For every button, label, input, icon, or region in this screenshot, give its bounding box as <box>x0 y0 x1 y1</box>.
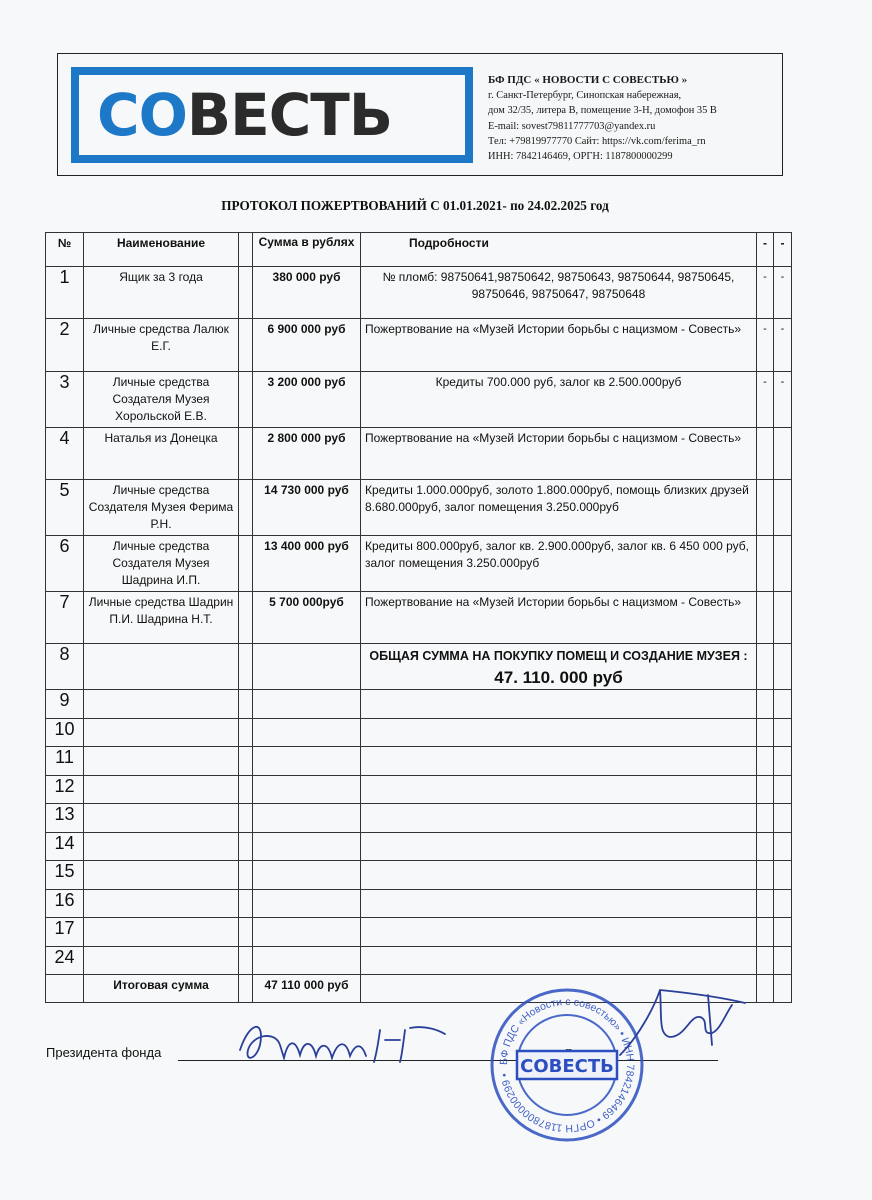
table-row <box>46 832 792 861</box>
row-details <box>361 832 757 861</box>
row-sum <box>253 889 361 918</box>
row-sum: 3 200 000 руб <box>253 372 361 428</box>
row-details: Кредиты 800.000руб, залог кв. 2.900.000руб, залог кв. 6 450 000 руб, залог помещения 3.250.000руб <box>361 536 757 592</box>
grand-total-cell <box>361 644 757 690</box>
row-sum: 6 900 000 руб <box>253 319 361 372</box>
grand-total-value: 47. 110. 000 руб <box>494 668 623 687</box>
row-number: 3 <box>46 372 84 428</box>
row-spacer <box>239 747 253 776</box>
table-row <box>46 428 792 480</box>
row-sum <box>253 832 361 861</box>
row-dash2 <box>774 644 792 690</box>
row-number: 13 <box>46 804 84 833</box>
row-dash2 <box>774 889 792 918</box>
row-details <box>361 747 757 776</box>
row-number: 5 <box>46 480 84 536</box>
row-dash1: - <box>757 319 774 372</box>
row-sum <box>253 718 361 747</box>
table-row <box>46 480 792 536</box>
row-spacer <box>239 889 253 918</box>
donations-table <box>45 232 792 1003</box>
table-row <box>46 946 792 975</box>
row-dash2: - <box>774 372 792 428</box>
row-spacer <box>239 975 253 1003</box>
row-details <box>361 718 757 747</box>
logo-wordmark: СОВЕСТЬ <box>97 81 393 149</box>
table-row <box>46 592 792 644</box>
row-dash1 <box>757 718 774 747</box>
row-name: Наталья из Донецка <box>84 428 239 480</box>
row-details <box>361 946 757 975</box>
table-row <box>46 718 792 747</box>
row-details: Пожертвование на «Музей Истории борьбы с нацизмом - Совесть» <box>361 319 757 372</box>
total-value: 47 110 000 руб <box>253 975 361 1003</box>
row-dash1 <box>757 775 774 804</box>
row-spacer <box>239 480 253 536</box>
sovest-logo <box>71 67 473 163</box>
row-details: Кредиты 1.000.000руб, золото 1.800.000руб, помощь близких друзей 8.680.000руб, залог помещения 3.250.000руб <box>361 480 757 536</box>
row-details <box>361 690 757 719</box>
org-inn-ogrn: ИНН: 7842146469, ОРГН: 1187800000299 <box>488 151 673 163</box>
row-dash2 <box>774 480 792 536</box>
org-phone-site: Тел: +79819977770 Сайт: https://vk.com/ferima_rn <box>488 135 706 147</box>
row-spacer <box>239 592 253 644</box>
row-details: № пломб: 98750641,98750642, 98750643, 98750644, 98750645, 98750646, 98750647, 98750648 <box>361 267 757 319</box>
header-details: Подробности <box>361 233 757 267</box>
table-row <box>46 775 792 804</box>
row-spacer <box>239 861 253 890</box>
row-name <box>84 889 239 918</box>
row-name <box>84 690 239 719</box>
row-spacer <box>239 946 253 975</box>
row-spacer <box>239 536 253 592</box>
row-dash2 <box>774 690 792 719</box>
row-name: Личные средства Шадрин П.И. Шадрина Н.Т. <box>84 592 239 644</box>
table-row <box>46 747 792 776</box>
row-dash2 <box>774 975 792 1003</box>
row-name: Личные средства Создателя Музея Шадрина И.П. <box>84 536 239 592</box>
row-details: Пожертвование на «Музей Истории борьбы с нацизмом - Совесть» <box>361 428 757 480</box>
row-spacer <box>239 428 253 480</box>
row-spacer <box>239 804 253 833</box>
row-details <box>361 804 757 833</box>
row-dash2 <box>774 861 792 890</box>
header-name: Наименование <box>84 233 239 267</box>
header-spacer <box>239 233 253 267</box>
row-sum: 13 400 000 руб <box>253 536 361 592</box>
row-name <box>84 946 239 975</box>
row-spacer <box>239 372 253 428</box>
row-name <box>84 918 239 947</box>
row-details <box>361 918 757 947</box>
row-details <box>361 889 757 918</box>
row-dash2 <box>774 946 792 975</box>
org-name: БФ ПДС « НОВОСТИ С СОВЕСТЬЮ » <box>488 74 688 86</box>
row-number: 15 <box>46 861 84 890</box>
row-sum <box>253 946 361 975</box>
row-number: 1 <box>46 267 84 319</box>
header-sum: Сумма в рублях <box>253 233 361 267</box>
row-sum <box>253 861 361 890</box>
second-signature <box>600 975 760 1075</box>
total-label: Итоговая сумма <box>84 975 239 1003</box>
row-name: Личные средства Создателя Музея Хорольской Е.В. <box>84 372 239 428</box>
row-spacer <box>239 690 253 719</box>
row-spacer <box>239 644 253 690</box>
table-row <box>46 861 792 890</box>
header-dash2: - <box>774 233 792 267</box>
organization-details <box>488 73 778 164</box>
row-dash2: - <box>774 267 792 319</box>
row-dash1 <box>757 428 774 480</box>
row-number: 24 <box>46 946 84 975</box>
row-number: 8 <box>46 644 84 690</box>
row-name <box>84 718 239 747</box>
row-dash1 <box>757 592 774 644</box>
row-sum <box>253 747 361 776</box>
row-name: Личные средства Создателя Музея Ферима Р.Н. <box>84 480 239 536</box>
row-dash1 <box>757 480 774 536</box>
row-dash1 <box>757 804 774 833</box>
row-dash2 <box>774 592 792 644</box>
row-sum: 380 000 руб <box>253 267 361 319</box>
row-number: 2 <box>46 319 84 372</box>
row-dash2 <box>774 775 792 804</box>
president-signature <box>220 1000 460 1080</box>
row-dash2 <box>774 536 792 592</box>
table-row <box>46 690 792 719</box>
row-number <box>46 975 84 1003</box>
row-sum: 5 700 000руб <box>253 592 361 644</box>
row-name <box>84 747 239 776</box>
table-row <box>46 889 792 918</box>
table-row <box>46 536 792 592</box>
row-dash1 <box>757 946 774 975</box>
table-header-row <box>46 233 792 267</box>
row-name <box>84 861 239 890</box>
row-details <box>361 861 757 890</box>
grand-total-row <box>46 644 792 690</box>
row-dash1 <box>757 747 774 776</box>
org-email: E-mail: sovest79811777703@yandex.ru <box>488 120 656 132</box>
row-number: 7 <box>46 592 84 644</box>
row-details: Пожертвование на «Музей Истории борьбы с нацизмом - Совесть» <box>361 592 757 644</box>
row-spacer <box>239 319 253 372</box>
row-dash2 <box>774 918 792 947</box>
row-number: 4 <box>46 428 84 480</box>
row-dash2: - <box>774 319 792 372</box>
row-dash2 <box>774 832 792 861</box>
row-number: 6 <box>46 536 84 592</box>
row-sum <box>253 804 361 833</box>
header-num: № <box>46 233 84 267</box>
row-dash1 <box>757 690 774 719</box>
president-label: Президента фонда <box>46 1045 162 1060</box>
row-dash2 <box>774 747 792 776</box>
row-sum: 2 800 000 руб <box>253 428 361 480</box>
row-name <box>84 644 239 690</box>
row-sum: 14 730 000 руб <box>253 480 361 536</box>
row-name <box>84 775 239 804</box>
row-name: Ящик за 3 года <box>84 267 239 319</box>
stamp-ring-text: БФ ПДС «Новости с совестью» • ИНН 7842146469 • ОРГН 1187800000299 • <box>497 995 637 1135</box>
row-spacer <box>239 775 253 804</box>
row-dash2 <box>774 718 792 747</box>
row-dash1 <box>757 644 774 690</box>
row-number: 9 <box>46 690 84 719</box>
stamp-center-text: СОВЕСТЬ <box>520 1056 614 1077</box>
row-sum <box>253 775 361 804</box>
row-dash2 <box>774 804 792 833</box>
org-address-line2: дом 32/35, литера В, помещение 3-Н, домофон 35 В <box>488 105 717 117</box>
table-row <box>46 918 792 947</box>
row-details: Кредиты 700.000 руб, залог кв 2.500.000руб <box>361 372 757 428</box>
row-number: 17 <box>46 918 84 947</box>
row-name <box>84 832 239 861</box>
table-row <box>46 804 792 833</box>
row-name: Личные средства Лалюк Е.Г. <box>84 319 239 372</box>
row-number: 14 <box>46 832 84 861</box>
row-spacer <box>239 832 253 861</box>
row-name <box>84 804 239 833</box>
row-number: 11 <box>46 747 84 776</box>
row-sum <box>253 918 361 947</box>
org-address-line1: г. Санкт-Петербург, Синопская набережная, <box>488 90 682 102</box>
row-number: 10 <box>46 718 84 747</box>
row-dash1 <box>757 918 774 947</box>
row-spacer <box>239 718 253 747</box>
row-number: 16 <box>46 889 84 918</box>
row-number: 12 <box>46 775 84 804</box>
row-dash1 <box>757 861 774 890</box>
header-dash1: - <box>757 233 774 267</box>
table-row <box>46 372 792 428</box>
row-dash1 <box>757 889 774 918</box>
row-details <box>361 775 757 804</box>
row-spacer <box>239 267 253 319</box>
row-sum <box>253 690 361 719</box>
row-dash2 <box>774 428 792 480</box>
row-dash1 <box>757 536 774 592</box>
document-title: ПРОТОКОЛ ПОЖЕРТВОВАНИЙ С 01.01.2021- по 24.02.2025 год <box>221 198 609 213</box>
grand-total-label: ОБЩАЯ СУММА НА ПОКУПКУ ПОМЕЩ И СОЗДАНИЕ МУЗЕЯ : <box>369 649 748 663</box>
row-dash1 <box>757 832 774 861</box>
table-row <box>46 267 792 319</box>
row-spacer <box>239 918 253 947</box>
row-dash1: - <box>757 267 774 319</box>
row-sum <box>253 644 361 690</box>
table-row <box>46 319 792 372</box>
row-dash1: - <box>757 372 774 428</box>
